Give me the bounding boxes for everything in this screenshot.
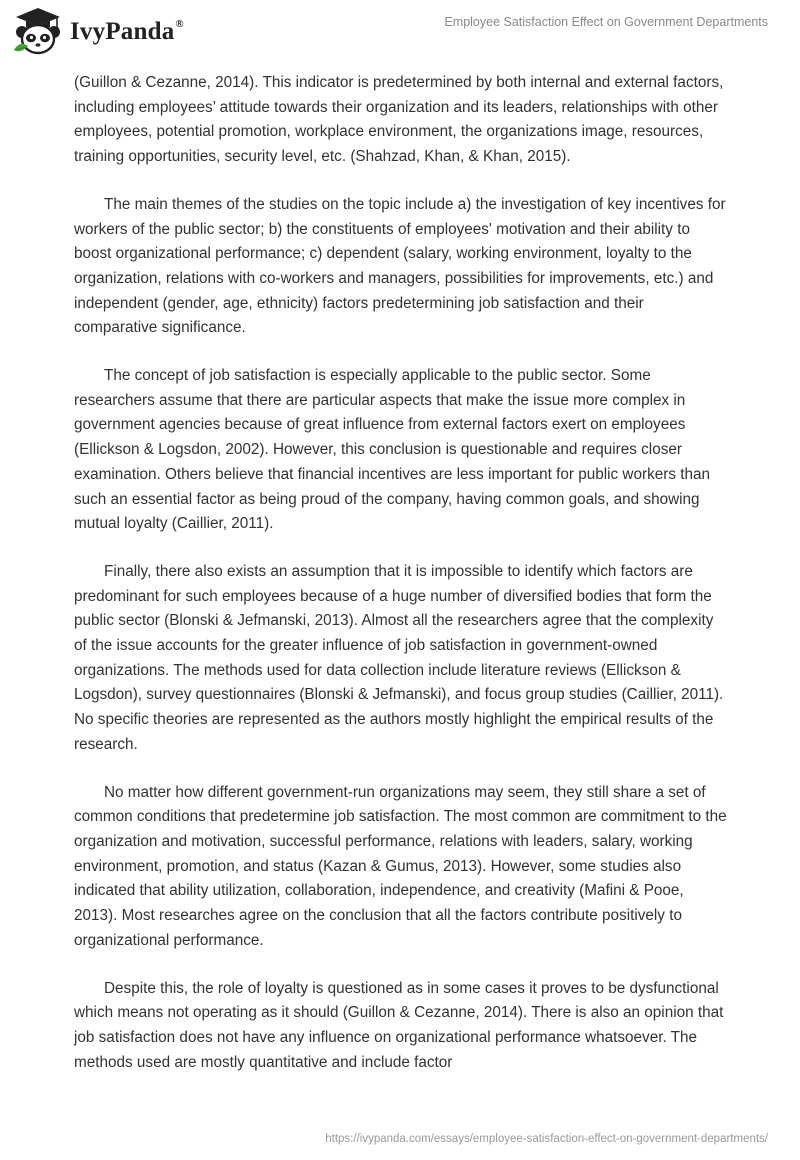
brand-logo[interactable] (12, 6, 184, 56)
paragraph-1: (Guillon & Cezanne, 2014). This indicator is predetermined by both internal and external factors, including employees’ attitude towards their organization and its leaders, relationships with other employees, potential promotion, workplace environment, the organizations image, resources, training opportunities, security level, etc. (Shahzad, Khan, & Khan, 2015). (74, 74, 724, 166)
panda-logo-icon (12, 6, 64, 56)
source-url-link[interactable]: https://ivypanda.com/essays/employee-satisfaction-effect-on-government-departments/ (325, 1133, 768, 1145)
paragraph-4: Finally, there also exists an assumption that it is impossible to identify which factors are predominant for such employees because of a huge number of diversified bodies that form the public sector (Blonski & Jefmanski, 2013). Almost all the researchers agree that the complexity of the issue accounts for the greater influence of job satisfaction in government-owned organizations. The methods used for data collection include literature reviews (Ellickson & Logsdon), survey questionnaires (Blonski & Jefmanski), and focus group studies (Caillier, 2011). No specific theories are represented as the authors mostly highlight the empirical results of the research. (74, 562, 724, 753)
paragraph-2: The main themes of the studies on the topic include a) the investigation of key incentives for workers of the public sector; b) the constituents of employees' motivation and their ability to boost organizational performance; c) dependent (salary, working environment, loyalty to the organization, relations with co-workers and managers, possibilities for improvements, etc.) and independent (gender, age, ethnicity) factors predetermining job satisfaction and their comparative significance. (74, 195, 726, 337)
brand-name (70, 18, 184, 46)
brand-name-text: IvyPanda (70, 18, 175, 45)
registered-mark: ® (175, 17, 184, 30)
paragraph-5: No matter how different government-run organizations may seem, they still share a set of common conditions that predetermine job satisfaction. The most common are commitment to the organization and motivation, successful performance, relations with leaders, salary, working environment, promotion, and status (Kazan & Gumus, 2013). However, some studies also indicated that ability utilization, collaboration, independence, and creativity (Mafini & Pooe, 2013). Most researches agree on the conclusion that all the factors contribute positively to organizational performance. (74, 783, 727, 949)
page-header (0, 0, 800, 66)
paragraph-3: The concept of job satisfaction is especially applicable to the public sector. Some researchers assume that there are particular aspects that make the issue more complex in government agencies because of great influence from external factors exert on employees (Ellickson & Logsdon, 2002). However, this conclusion is questionable and requires closer examination. Others believe that financial incentives are less important for public workers than such an essential factor as being proud of the company, having common goals, and showing mutual loyalty (Caillier, 2011). (74, 367, 710, 533)
document-title: Employee Satisfaction Effect on Government Departments (444, 15, 768, 29)
essay-body (74, 71, 730, 1098)
paragraph-6: Despite this, the role of loyalty is questioned as in some cases it proves to be dysfunctional which means not operating as it should (Guillon & Cezanne, 2014). There is also an opinion that job satisfaction does not have any influence on organizational performance whatsoever. The methods used are mostly quantitative and include factor (74, 979, 724, 1071)
